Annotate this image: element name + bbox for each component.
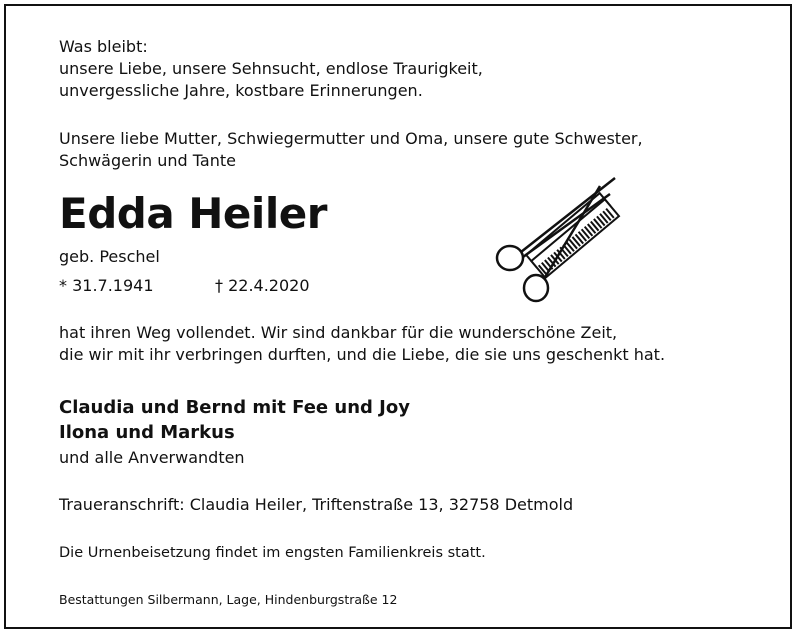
maiden-name: geb. Peschel (59, 247, 160, 266)
deceased-name: Edda Heiler (59, 189, 327, 238)
relatives-line: und alle Anverwandten (59, 448, 245, 467)
intro-line-2: unsere Liebe, unsere Sehnsucht, endlose Traurigkeit, (59, 59, 483, 78)
relation-line-2: Schwägerin und Tante (59, 151, 236, 170)
funeral-home: Bestattungen Silbermann, Lage, Hindenburgstraße 12 (59, 592, 398, 607)
mourner-1: Claudia und Bernd mit Fee und Joy (59, 397, 410, 418)
message-line-2: die wir mit ihr verbringen durften, und die Liebe, die sie uns geschenkt hat. (59, 345, 666, 364)
mourner-2: Ilona und Markus (59, 422, 235, 443)
relation-line-1: Unsere liebe Mutter, Schwiegermutter und Oma, unsere gute Schwester, (59, 129, 643, 148)
birth-date: * 31.7.1941 (59, 276, 154, 295)
death-date: † 22.4.2020 (215, 276, 310, 295)
message-line-1: hat ihren Weg vollendet. Wir sind dankbar für die wunderschöne Zeit, (59, 323, 618, 342)
burial-note: Die Urnenbeisetzung findet im engsten Familienkreis statt. (59, 545, 486, 561)
comb-and-scissors-icon (490, 158, 630, 308)
intro-line-3: unvergessliche Jahre, kostbare Erinnerungen. (59, 81, 423, 100)
mourning-address: Traueranschrift: Claudia Heiler, Triftenstraße 13, 32758 Detmold (59, 495, 574, 514)
intro-line-1: Was bleibt: (59, 37, 148, 56)
